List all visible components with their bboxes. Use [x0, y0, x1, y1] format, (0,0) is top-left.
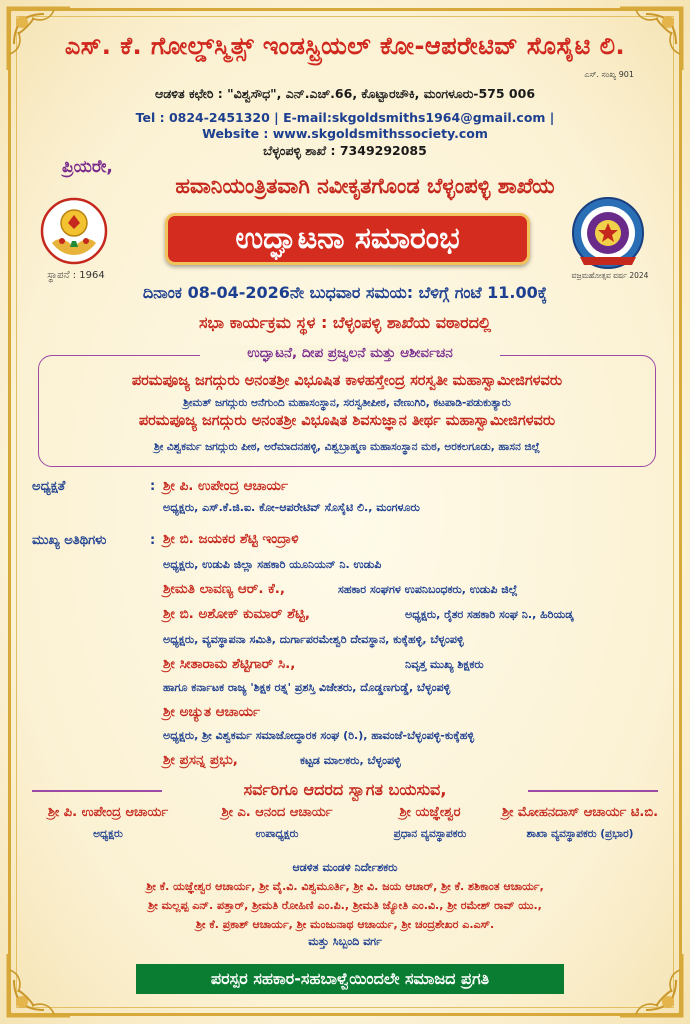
greeting: ಪ್ರಿಯರೇ, [62, 157, 113, 177]
welcome-line: ಸರ್ವರಿಗೂ ಆದರದ ಸ್ವಾಗತ ಬಯಸುವ, [243, 780, 447, 799]
guest-desc: ಅಧ್ಯಕ್ಷರು, ರೈತರ ಸಹಕಾರಿ ಸಂಘ ನಿ., ಹಿರಿಯಡ್ಕ [405, 608, 574, 621]
guest-name: ಶ್ರೀ ಸೀತಾರಾಮ ಶೆಟ್ಟಿಗಾರ್ ಸಿ., [163, 656, 296, 672]
registration-number: ಎಸ್. ಸಂಖ್ಯ 901 [584, 70, 634, 79]
guest-name: ಶ್ರೀಮತಿ ಲಾವಣ್ಯ ಆರ್. ಕೆ., [163, 581, 286, 597]
guest-desc: ಅಧ್ಯಕ್ಷರು, ಉಡುಪಿ ಜಿಲ್ಲಾ ಸಹಕಾರಿ ಯೂನಿಯನ್ ನಿ. ಉಡುಪಿ [163, 558, 382, 571]
chief-guests-label: ಮುಖ್ಯ ಅತಿಥಿಗಳು [32, 533, 107, 548]
signatory-name: ಶ್ರೀ ಮೋಹನದಾಸ್ ಆಚಾರ್ಯ ಟಿ.ಬಿ. [501, 805, 659, 820]
corner-ornament-icon [4, 950, 74, 1020]
signatory-role: ಉಪಾಧ್ಯಕ್ಷರು [255, 828, 299, 840]
footer-slogan: ಪರಸ್ಪರ ಸಹಕಾರ-ಸಹಬಾಳ್ವೆಯಿಂದಲೇ ಸಮಾಜದ ಪ್ರಗತಿ [136, 964, 564, 994]
jubilee-caption: ವಜ್ರಮಹೋತ್ಸವ ವರ್ಷ 2024 [571, 271, 649, 280]
venue-line: ಸಭಾ ಕಾರ್ಯಕ್ರಮ ಸ್ಥಳ : ಬೆಳ್ಳಂಪಳ್ಳಿ ಶಾಖೆಯ ವಠಾರದಲ್ಲಿ [199, 313, 491, 332]
signatory-role: ಪ್ರಧಾನ ವ್ಯವಸ್ಥಾಪಕರು [393, 828, 467, 840]
event-subtitle: ಹವಾನಿಯಂತ್ರಿತವಾಗಿ ನವೀಕೃತಗೊಂಡ ಬೆಳ್ಳಂಪಳ್ಳಿ ಶಾಖೆಯ [175, 174, 555, 198]
guest-desc: ಸಹಕಾರ ಸಂಘಗಳ ಉಪನಿಬಂಧಕರು, ಉಡುಪಿ ಜಿಲ್ಲೆ [338, 583, 518, 596]
directors-title: ಆಡಳಿತ ಮಂಡಳಿ ನಿರ್ದೇಶಕರು [292, 861, 398, 874]
signatory-name: ಶ್ರೀ ಪಿ. ಉಪೇಂದ್ರ ಆಚಾರ್ಯ [47, 805, 169, 820]
guest-desc: ಹಾಗೂ ಕರ್ನಾಟಕ ರಾಜ್ಯ 'ಶಿಕ್ಷಕ ರತ್ನ' ಪ್ರಶಸ್ತಿ ವಿಜೇತರು, ದೊಡ್ಡಣಗುಡ್ಡೆ, ಬೆಳ್ಳಂಪಳ್ಳಿ [163, 681, 451, 694]
diamond-jubilee-emblem-icon [570, 195, 646, 271]
signatory-name: ಶ್ರೀ ಎ. ಆನಂದ ಆಚಾರ್ಯ [221, 805, 333, 820]
contact-info: Tel : 0824-2451320 | E-mail:skgoldsmiths1964@gmail.com | [135, 110, 555, 125]
guest-name: ಶ್ರೀ ಬಿ. ಅಶೋಕ್ ಕುಮಾರ್ ಶೆಟ್ಟಿ, [163, 606, 311, 622]
guest-desc: ಅಧ್ಯಕ್ಷರು, ಶ್ರೀ ವಿಶ್ವಕರ್ಮ ಸಮಾಜೋದ್ಧಾರಕ ಸಂಘ (ರಿ.), ಹಾವಂಜೆ-ಬೆಳ್ಳಂಪಳ್ಳಿ-ಕುಕ್ಕೆಹಳ್ಳಿ [163, 729, 475, 742]
presidency-colon: : [150, 479, 156, 494]
guest-desc: ಕಟ್ಟಡ ಮಾಲಕರು, ಬೆಳ್ಳಂಪಳ್ಳಿ [300, 754, 401, 767]
divider [528, 790, 658, 792]
signatory-role: ಅಧ್ಯಕ್ಷರು [93, 828, 123, 840]
established-caption: ಸ್ಥಾಪನೆ : 1964 [47, 270, 105, 281]
president-desc: ಅಧ್ಯಕ್ಷರು, ಎಸ್.ಕೆ.ಜಿ.ಐ. ಕೋ-ಆಪರೇಟಿವ್ ಸೊಸೈಟಿ ಲಿ., ಮಂಗಳೂರು [163, 501, 420, 514]
guest-desc: ನಿವೃತ್ತ ಮುಖ್ಯ ಶಿಕ್ಷಕರು [405, 658, 484, 671]
signatory-name: ಶ್ರೀ ಯಜ್ಞೇಶ್ವರ [399, 805, 461, 820]
staff-line: ಮತ್ತು ಸಿಬ್ಬಂದಿ ವರ್ಗ [308, 935, 382, 948]
society-logo-icon [40, 197, 108, 265]
signatory [28, 805, 188, 841]
guest-name: ಶ್ರೀ ಅಚ್ಯುತ ಆಚಾರ್ಯ [163, 704, 261, 720]
office-address: ಆಡಳಿತ ಕಛೇರಿ : "ವಿಶ್ವಸೌಧ", ಎನ್.ಎಚ್.66, ಕೊಟ್ಟಾರಚೌಕಿ, ಮಂಗಳೂರು-575 006 [154, 86, 536, 101]
guest-name: ಶ್ರೀ ಬಿ. ಜಯಕರ ಶೆಟ್ಟಿ ಇಂದ್ರಾಳಿ [163, 531, 299, 547]
signatory [197, 805, 357, 841]
guest-desc: ಅಧ್ಯಕ್ಷರು, ವ್ಯವಸ್ಥಾಪನಾ ಸಮಿತಿ, ದುರ್ಗಾಪರಮೇಶ್ವರಿ ದೇವಸ್ಥಾನ, ಕುಕ್ಕೆಹಳ್ಳಿ, ಬೆಳ್ಳಂಪಳ್ಳಿ [163, 633, 464, 646]
swami-1-name: ಪರಮಪೂಜ್ಯ ಜಗದ್ಗುರು ಅನಂತಶ್ರೀ ವಿಭೂಷಿತ ಕಾಳಹಸ್ತೇಂದ್ರ ಸರಸ್ವತೀ ಮಹಾಸ್ವಾಮೀಜಿಗಳವರು [131, 373, 563, 389]
signatory [490, 805, 670, 841]
blessing-title: ಉದ್ಘಾಟನೆ, ದೀಪ ಪ್ರಜ್ವಲನೆ ಮತ್ತು ಆಶೀರ್ವಚನ [200, 345, 500, 361]
swami-2-name: ಪರಮಪೂಜ್ಯ ಜಗದ್ಗುರು ಅನಂತಶ್ರೀ ವಿಭೂಷಿತ ಶಿವಸುಜ್ಞಾನ ತೀರ್ಥ ಮಹಾಸ್ವಾಮೀಜಿಗಳವರು [138, 413, 556, 429]
president-name: ಶ್ರೀ ಪಿ. ಉಪೇಂದ್ರ ಆಚಾರ್ಯ [163, 478, 288, 494]
directors-list: ಶ್ರೀ ಕೆ. ಯಜ್ಞೇಶ್ವರ ಆಚಾರ್ಯ, ಶ್ರೀ ವೈ.ವಿ. ವಿಶ್ವಮೂರ್ತಿ, ಶ್ರೀ ವಿ. ಜಯ ಆಚಾರ್, ಶ್ರೀ ಕೆ. ಶಶಿಕಾಂತ ಆಚಾರ್ಯ, [146, 880, 544, 893]
chief-guests-colon: : [150, 533, 156, 548]
swami-1-seat: ಶ್ರೀಮತ್ ಜಗದ್ಗುರು ಆನೆಗುಂದಿ ಮಹಾಸಂಸ್ಥಾನ, ಸರಸ್ವತೀಪೀಠ, ವೇಣುಗಿರಿ, ಕಟಪಾಡಿ-ಪಡುಕುತ್ಯಾರು [183, 397, 511, 409]
swami-2-seat: ಶ್ರೀ ವಿಶ್ವಕರ್ಮ ಜಗದ್ಗುರು ಪೀಠ, ಅರೆಮಾದನಹಳ್ಳಿ, ವಿಶ್ವಬ್ರಾಹ್ಮಣ ಮಹಾಸಂಸ್ಥಾನ ಮಠ, ಅರಕಲಗೂಡು, ಹಾಸನ ಜಿಲ್ಲೆ [154, 441, 540, 453]
date-time-line: ದಿನಾಂಕ 08-04-2026ನೇ ಬುಧವಾರ ಸಮಯ: ಬೆಳಿಗ್ಗೆ ಗಂಟೆ 11.00ಕ್ಕೆ [142, 283, 548, 302]
corner-ornament-icon [616, 950, 686, 1020]
org-name: ಎಸ್. ಕೆ. ಗೋಲ್ಡ್‌ಸ್ಮಿತ್ಸ್ ಇಂಡಸ್ಟ್ರಿಯಲ್ ಕೋ-ಆಪರೇಟಿವ್ ಸೊಸೈಟಿ ಲಿ. [64, 32, 626, 60]
signatory-role: ಶಾಖಾ ವ್ಯವಸ್ಥಾಪಕರು (ಪ್ರಭಾರ) [526, 828, 634, 840]
directors-list: ಶ್ರೀ ಕೆ. ಪ್ರಕಾಶ್ ಆಚಾರ್ಯ, ಶ್ರೀ ಮಂಜುನಾಥ ಆಚಾರ್ಯ, ಶ್ರೀ ಚಂದ್ರಶೇಖರ ಎ.ಎಸ್. [195, 918, 495, 931]
guest-name: ಶ್ರೀ ಪ್ರಸನ್ನ ಪ್ರಭು, [163, 752, 238, 768]
event-title-banner: ಉದ್ಘಾಟನಾ ಸಮಾರಂಭ [165, 213, 530, 265]
branch-phone: ಬೆಳ್ಳಂಪಳ್ಳಿ ಶಾಖೆ : 7349292085 [263, 143, 427, 158]
presidency-label: ಅಧ್ಯಕ್ಷತೆ [32, 479, 66, 494]
directors-list: ಶ್ರೀ ಮಲ್ಲಪ್ಪ ಎನ್. ಪತ್ತಾರ್, ಶ್ರೀಮತಿ ರೋಹಿಣಿ ಎಂ.ಪಿ., ಶ್ರೀಮತಿ ಜ್ಯೋತಿ ಎಂ.ವಿ., ಶ್ರೀ ರಮೇಶ್ ರಾವ್ ಯು., [148, 899, 542, 912]
signatory [350, 805, 510, 841]
website: Website : www.skgoldsmithssociety.com [202, 126, 488, 141]
